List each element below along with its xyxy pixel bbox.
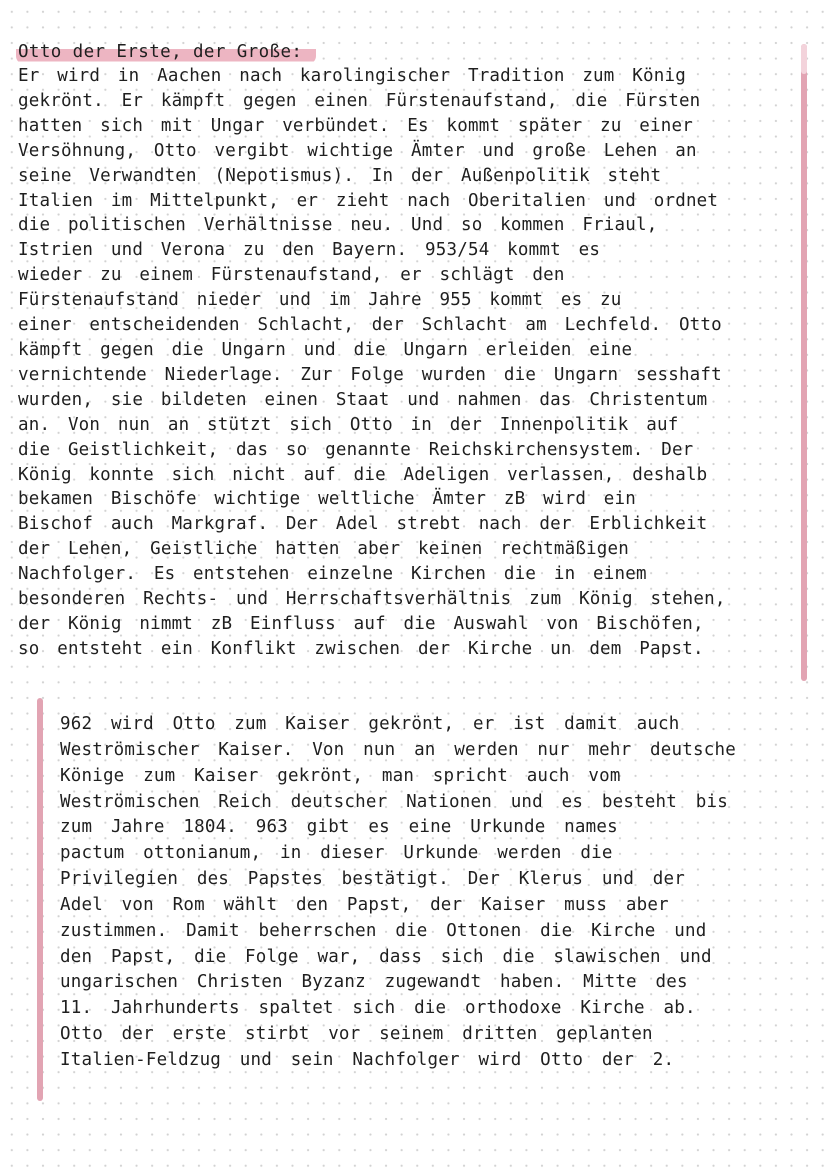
scroll-indicator xyxy=(801,44,807,74)
section-2 xyxy=(60,712,810,1074)
text-line: Nachfolger. Es entstehen einzelne Kirchen die in einem xyxy=(18,564,647,585)
right-margin-bar xyxy=(801,44,807,681)
text-line: wurden, sie bildeten einen Staat und nahmen das Christentum xyxy=(18,389,708,410)
text-line: Weströmischer Kaiser. Von nun an werden nur mehr deutsche xyxy=(60,739,736,760)
left-margin-bar xyxy=(37,698,43,1101)
text-line: vernichtende Niederlage. Zur Folge wurden die Ungarn sesshaft xyxy=(18,364,722,385)
note-title: Otto der Erste, der Große: xyxy=(16,40,316,64)
text-line: Privilegien des Papstes bestätigt. Der Klerus und der xyxy=(60,869,686,890)
text-line: zum Jahre 1804. 963 gibt es eine Urkunde names xyxy=(60,817,618,838)
text-line: bekamen Bischöfe wichtige weltliche Ämter zB wird ein xyxy=(18,489,637,510)
text-line: Otto der erste stirbt vor seinem dritten geplanten xyxy=(60,1024,653,1045)
text-line: Versöhnung, Otto vergibt wichtige Ämter und große Lehen an xyxy=(18,140,697,161)
text-line: pactum ottonianum, in dieser Urkunde werden die xyxy=(60,843,613,864)
text-line: der Lehen, Geistliche hatten aber keinen rechtmäßigen xyxy=(18,539,630,560)
text-line: Bischof auch Markgraf. Der Adel strebt nach der Erblichkeit xyxy=(18,514,708,535)
text-line: einer entscheidenden Schlacht, der Schlacht am Lechfeld. Otto xyxy=(18,315,722,336)
text-line: Italien-Feldzug und sein Nachfolger wird Otto der 2. xyxy=(60,1049,675,1070)
text-line: die Geistlichkeit, das so genannte Reichskirchensystem. Der xyxy=(18,439,694,460)
text-line: König konnte sich nicht auf die Adeligen verlassen, deshalb xyxy=(18,464,708,485)
text-line: gekrönt. Er kämpft gegen einen Fürstenaufstand, die Fürsten xyxy=(18,90,701,111)
section-1-text xyxy=(18,64,788,662)
text-line: Er wird in Aachen nach karolingischer Tradition zum König xyxy=(18,66,686,86)
text-line: 11. Jahrhunderts spaltet sich die orthodoxe Kirche ab. xyxy=(60,998,696,1019)
section-2-text xyxy=(60,712,810,1074)
text-line: hatten sich mit Ungar verbündet. Es kommt später zu einer xyxy=(18,115,693,136)
text-line: Weströmischen Reich deutscher Nationen und es besteht bis xyxy=(60,791,728,812)
text-line: besonderen Rechts- und Herrschaftsverhältnis zum König stehen, xyxy=(18,589,726,610)
text-line: ungarischen Christen Byzanz zugewandt haben. Mitte des xyxy=(60,972,688,993)
text-line: Adel von Rom wählt den Papst, der Kaiser muss aber xyxy=(60,894,669,915)
text-line: Könige zum Kaiser gekrönt, man spricht auch vom xyxy=(60,765,621,786)
text-line: Fürstenaufstand nieder und im Jahre 955 kommt es zu xyxy=(18,290,622,311)
section-1 xyxy=(18,40,788,662)
text-line: den Papst, die Folge war, dass sich die slawischen und xyxy=(60,946,712,967)
text-line: an. Von nun an stützt sich Otto in der Innenpolitik auf xyxy=(18,414,679,435)
text-line: Istrien und Verona zu den Bayern. 953/54 kommt es xyxy=(18,240,601,261)
text-line: Italien im Mittelpunkt, er zieht nach Oberitalien und ordnet xyxy=(18,190,719,211)
text-line: die politischen Verhältnisse neu. Und so kommen Friaul, xyxy=(18,215,658,236)
text-line: seine Verwandten (Nepotismus). In der Außenpolitik steht xyxy=(18,165,662,186)
text-line: so entsteht ein Konflikt zwischen der Kirche un dem Papst. xyxy=(18,638,704,659)
text-line: kämpft gegen die Ungarn und die Ungarn erleiden eine xyxy=(18,339,633,360)
text-line: der König nimmt zB Einfluss auf die Auswahl von Bischöfen, xyxy=(18,613,704,634)
text-line: 962 wird Otto zum Kaiser gekrönt, er ist damit auch xyxy=(60,714,680,734)
text-line: wieder zu einem Fürstenaufstand, er schlägt den xyxy=(18,265,565,286)
text-line: zustimmen. Damit beherrschen die Ottonen die Kirche und xyxy=(60,920,707,941)
